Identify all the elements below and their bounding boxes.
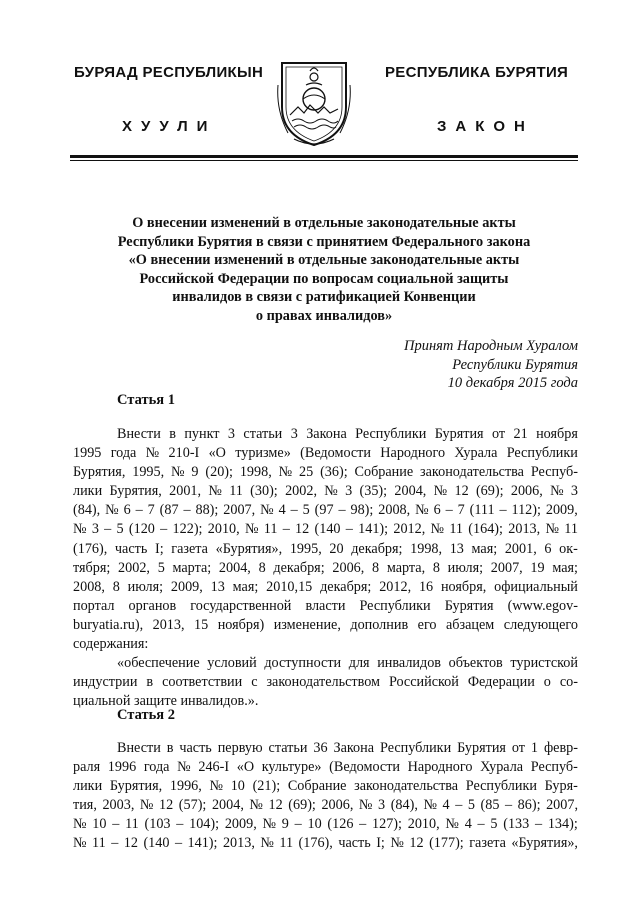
text-line: портал органов государственной власти Республики Бурятия (www.egov- [73,597,578,614]
text-line: Внести в часть первую статьи 36 Закона Республики Бурятия от 1 февр- [117,740,578,756]
text-line: № 3 – 5 (120 – 122); 2010, № 11 – 12 (140 – 141); 2012, № 11 (164); 2013, № 11 [73,521,578,538]
article-2-heading: Статья 2 [117,707,175,723]
text-line: индустрии в соответствии с законодательством Российской Федерации о со- [73,674,578,691]
article-2-text [73,739,578,854]
text-line: содержания: [73,636,149,653]
text-line: buryatia.ru), 2013, 15 ноября) изменение, дополнив его абзацем следующего [73,616,578,633]
title-line: Республики Бурятия в связи с принятием Федерального закона [117,233,531,250]
header-divider-thin [70,160,578,161]
title-line: о правах инвалидов» [255,307,393,324]
text-line: (84), № 6 – 7 (87 – 88); 2007, № 4 – 5 (97 – 98); 2008, № 6 – 7 (111 – 112); 2009, [73,502,578,519]
adoption-note [300,337,578,393]
text-line: тября; 2002, 5 марта; 2004, 8 декабря; 2006, 8 марта, 8 июля; 2007, 19 мая; [73,559,578,576]
adoption-line-3: 10 декабря 2015 года [447,375,578,391]
title-line: О внесении изменений в отдельные законодательные акты [132,215,516,231]
header-right-subtitle: ЗАКОН [437,118,534,135]
header-left-subtitle: ХУУЛИ [122,118,217,135]
text-line: Внести в пункт 3 статьи 3 Закона Республики Бурятия от 21 ноября [117,426,578,442]
title-line: «О внесении изменений в отдельные законодательные акты [128,252,520,268]
title-line: инвалидов в связи с ратификацией Конвенции [172,289,476,305]
text-line: лики Бурятия, 2001, № 11 (30); 2002, № 3 (35); 2004, № 12 (69); 2006, № 3 [73,483,578,500]
article-1-heading: Статья 1 [117,392,175,408]
text-line: 2008, 8 июля; 2009, 13 мая; 2010,15 декабря; 2012, 16 ноября, официальный [73,578,578,595]
text-line: № 10 – 11 (103 – 104); 2009, № 9 – 10 (126 – 127); 2010, № 4 – 5 (133 – 134); [73,816,578,833]
header-left-title: БУРЯАД РЕСПУБЛИКЫН [74,64,264,81]
header-divider [70,155,578,158]
text-line: тия, 2003, № 12 (57); 2004, № 12 (69); 2006, № 3 (84), № 4 – 5 (85 – 86); 2007, [73,797,578,814]
adoption-line-2: Республики Бурятия [452,356,578,373]
header-right-title: РЕСПУБЛИКА БУРЯТИЯ [385,64,569,81]
text-line: 1995 года № 210-I «О туризме» (Ведомости Народного Хурала Республики [73,445,578,462]
law-title [70,214,578,325]
text-line: Бурятия, 1995, № 9 (20); 1998, № 25 (36); Собрание законодательства Респуб- [73,464,578,481]
text-line: № 11 – 12 (140 – 141); 2013, № 11 (176), часть I; № 12 (177); газета «Бурятия», [73,835,578,852]
coat-of-arms-icon [274,55,354,149]
text-line: лики Бурятия, 1996, № 10 (21); Собрание законодательства Республики Буря- [73,778,578,795]
text-line: раля 1996 года № 246-I «О культуре» (Ведомости Народного Хурала Респуб- [73,759,578,776]
text-line: «обеспечение условий доступности для инвалидов объектов туристской [117,655,578,672]
text-line: (176), часть I; газета «Бурятия», 1995, 20 декабря; 1998, 13 мая; 2001, 6 ок- [73,540,578,557]
title-line: Российской Федерации по вопросам социальной защиты [139,270,509,287]
article-1-text [73,425,578,711]
text-line: циальной защите инвалидов.». [73,693,259,710]
adoption-line-1: Принят Народным Хуралом [403,338,578,354]
